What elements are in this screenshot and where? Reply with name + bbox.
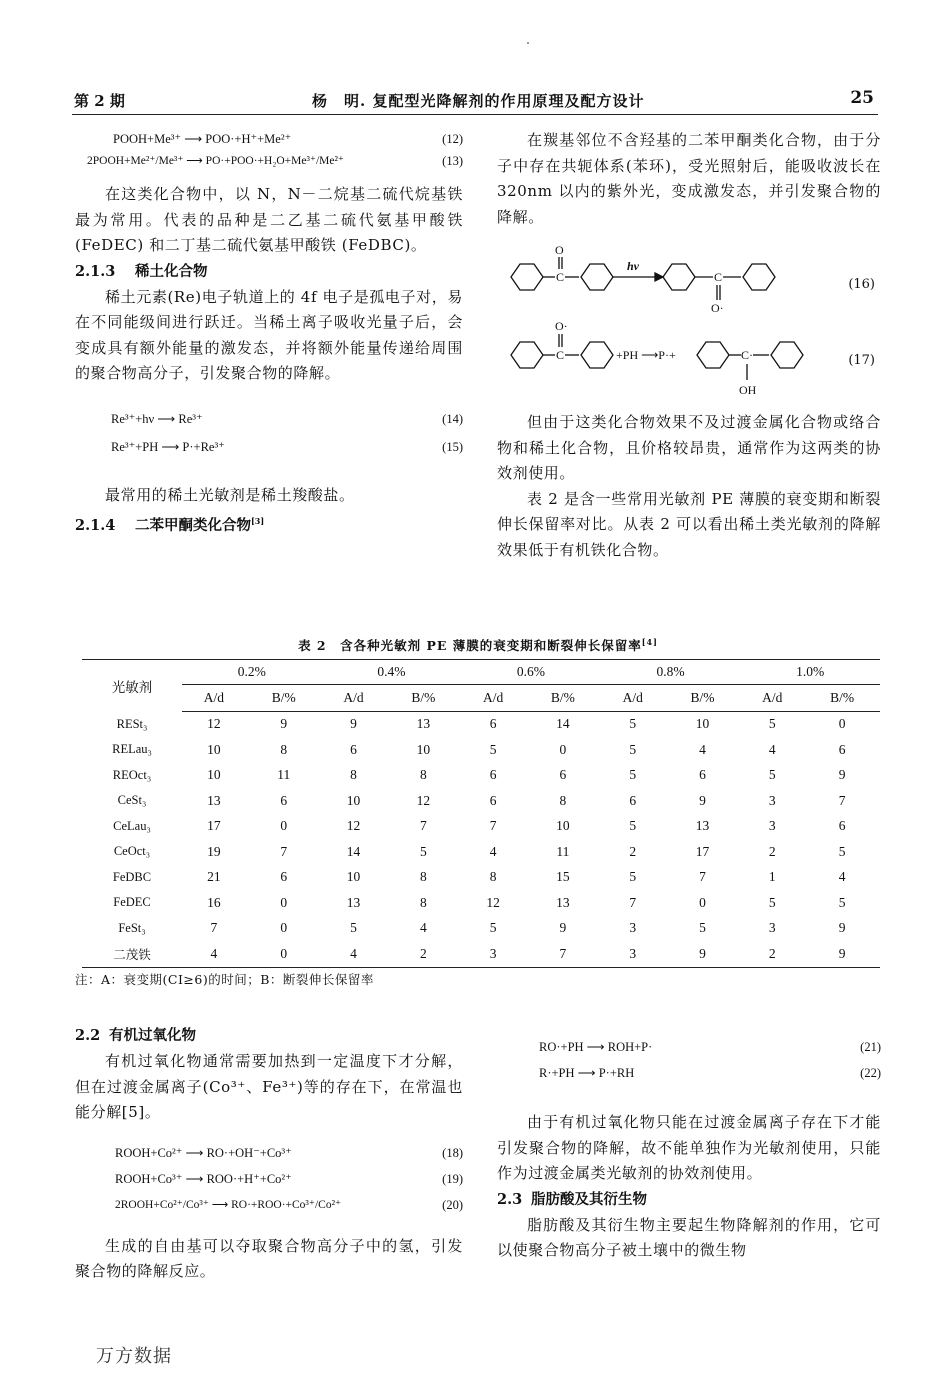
table-cell: 14 xyxy=(346,843,361,859)
reaction-diagram xyxy=(497,242,881,402)
table-cell: 8 xyxy=(489,869,497,885)
column-subheader: A/d xyxy=(601,685,665,712)
table-cell: 1 xyxy=(768,869,776,885)
table-cell: 2 xyxy=(768,843,776,859)
table-cell: 0 xyxy=(559,741,567,757)
table-cell: 6 xyxy=(489,792,497,808)
table-cell: 7 xyxy=(629,894,637,910)
table-cell: 9 xyxy=(699,792,706,808)
table-cell: 3 xyxy=(461,941,525,967)
table-cell: 14 xyxy=(556,716,570,732)
table-row xyxy=(82,737,880,763)
column-subheader: B/% xyxy=(804,685,880,712)
table-cell: 9 xyxy=(280,716,288,732)
table-cell: 10 xyxy=(556,818,570,834)
benzene-ring-icon xyxy=(511,342,543,368)
column-header-sensitizer: 光敏剂 xyxy=(82,660,182,712)
excited-c-label: C xyxy=(714,270,723,284)
paragraph-benzophenone: 在羰基邻位不含羟基的二苯甲酮类化合物，由于分子中存在共轭体系(苯环)，受光照射后，能吸收波长在 320nm 以内的紫外光，变成激发态，并引发聚合物的降解。 xyxy=(497,131,881,226)
benzene-ring-icon xyxy=(771,342,803,368)
row-label: CeOct₃ xyxy=(113,844,151,859)
table-cell: 7 xyxy=(210,920,218,936)
table-cell: 5 xyxy=(489,741,497,757)
table-cell: 10 xyxy=(207,741,221,757)
data-table xyxy=(82,659,880,968)
table-row xyxy=(82,941,880,967)
table-cell: 10 xyxy=(695,716,710,732)
column-subheader: B/% xyxy=(525,685,601,712)
table-cell: 15 xyxy=(556,869,570,885)
table-row xyxy=(82,916,880,942)
table-row xyxy=(82,839,880,865)
column-header-conc: 0.8% xyxy=(601,660,741,685)
equation-15: Re³⁺+PH ⟶ P·+Re³⁺ (15) xyxy=(111,439,463,454)
table-cell: 5 xyxy=(629,741,637,757)
table-cell: 0 xyxy=(246,941,322,967)
table-cell: 11 xyxy=(277,767,291,783)
row-label: RESt₃ xyxy=(116,716,148,731)
table-cell: 3 xyxy=(629,920,637,936)
equation-13: 2POOH+Me²⁺/Me³⁺ ⟶ PO·+POO·+H₂O+Me³⁺/Me²⁺ (13) xyxy=(87,154,463,168)
table-cell: 13 xyxy=(207,792,221,808)
table-cell: 6 xyxy=(280,869,288,885)
paragraph-peroxide: 有机过氧化物通常需要加热到一定温度下才分解，但在过渡金属离子(Co³⁺、Fe³⁺)等的存在下，在常温也能分解[5]。 xyxy=(75,1052,463,1121)
carbonyl-c-label: C xyxy=(556,348,565,362)
column-subheader: A/d xyxy=(740,685,804,712)
table-caption: 表 2 含各种光敏剂 PE 薄膜的衰变期和断裂伸长保留率[4] xyxy=(298,636,658,653)
table-cell: 4 xyxy=(768,741,776,757)
table-body xyxy=(82,711,880,967)
radical-o-label: O· xyxy=(711,301,724,315)
table-cell: 9 xyxy=(350,716,357,732)
table-cell: 7 xyxy=(489,818,497,834)
column-header-conc: 0.6% xyxy=(461,660,601,685)
equation-20: 2ROOH+Co²⁺/Co³⁺ ⟶ RO·+ROO·+Co³⁺/Co²⁺ (20) xyxy=(115,1197,463,1212)
table-cell: 5 xyxy=(350,920,357,936)
table-cell: 12 xyxy=(346,818,361,834)
paragraph-fatty-acid: 脂肪酸及其衍生物主要起生物降解剂的作用，它可以使聚合物高分子被土壤中的微生物 xyxy=(497,1215,881,1259)
issue-label: 第 2 期 xyxy=(74,92,125,110)
table-cell: 6 xyxy=(838,741,846,757)
radical-o-label: O· xyxy=(555,319,568,333)
benzene-ring-icon xyxy=(581,264,613,290)
table-cell: 2 xyxy=(740,941,804,967)
table-cell: 5 xyxy=(419,843,427,859)
benzene-ring-icon xyxy=(697,342,729,368)
table-row xyxy=(82,814,880,840)
table-cell: 10 xyxy=(346,869,361,885)
benzene-ring-icon xyxy=(581,342,613,368)
page-number: 25 xyxy=(850,88,874,108)
table-cell: 5 xyxy=(629,767,637,783)
table-cell: 9 xyxy=(559,920,567,936)
table-cell: 10 xyxy=(416,741,431,757)
table-cell: 17 xyxy=(207,818,221,834)
table-cell: 5 xyxy=(699,920,706,936)
table-cell: 13 xyxy=(416,716,431,732)
paragraph-synergist: 由于有机过氧化物只能在过渡金属离子存在下才能引发聚合物的降解，故不能单独作为光敏剂使用，只能作为过渡金属类光敏剂的协效剂使用。 xyxy=(497,1113,881,1182)
row-label: FeDEC xyxy=(113,895,151,910)
table-cell: 6 xyxy=(280,792,288,808)
table-cell: 3 xyxy=(601,941,665,967)
table-cell: 0 xyxy=(838,716,846,732)
table-row xyxy=(82,890,880,916)
section-2-2-heading: 2.2 有机过氧化物 xyxy=(75,1027,196,1044)
table-cell: 5 xyxy=(838,843,846,859)
table-cell: 6 xyxy=(489,767,497,783)
table-cell: 5 xyxy=(768,767,776,783)
hydroxyl-label: OH xyxy=(739,383,757,397)
table-cell: 10 xyxy=(346,792,361,808)
benzene-ring-icon xyxy=(511,264,543,290)
table-cell: 7 xyxy=(280,843,288,859)
equation-21: RO·+PH ⟶ ROH+P· (21) xyxy=(539,1040,881,1054)
table-cell: 5 xyxy=(629,869,637,885)
section-2-3-heading: 2.3 脂肪酸及其衍生物 xyxy=(497,1190,647,1208)
table-cell: 13 xyxy=(695,818,710,834)
carbonyl-c-label: C xyxy=(556,270,565,284)
row-label: RELau₃ xyxy=(112,742,152,757)
row-label: 二茂铁 xyxy=(82,941,182,967)
column-subheader: B/% xyxy=(385,685,461,712)
table-row xyxy=(82,711,880,737)
table-cell: 4 xyxy=(699,741,706,757)
right-column xyxy=(497,128,881,563)
table-cell: 6 xyxy=(489,716,497,732)
column-header-conc: 0.2% xyxy=(182,660,322,685)
table-cell: 0 xyxy=(280,818,288,834)
table-cell: 4 xyxy=(322,941,386,967)
left-column xyxy=(75,128,463,534)
table-cell: 4 xyxy=(489,843,497,859)
table-cell: 5 xyxy=(768,894,776,910)
table-cell: 6 xyxy=(699,767,706,783)
table-cell: 6 xyxy=(629,792,637,808)
table-cell: 17 xyxy=(695,843,710,859)
row-label: FeSt₃ xyxy=(118,920,146,935)
running-title: 杨 明. 复配型光降解剂的作用原理及配方设计 xyxy=(312,92,645,110)
running-header xyxy=(72,88,878,115)
table-cell: 7 xyxy=(419,818,427,834)
table-cell: 0 xyxy=(280,920,288,936)
table-cell: 8 xyxy=(419,869,427,885)
equation-16-number: (16) xyxy=(848,277,875,292)
column-subheader: B/% xyxy=(665,685,741,712)
table-cell: 5 xyxy=(489,920,497,936)
row-label: FeDBC xyxy=(112,869,152,884)
row-label: REOct₃ xyxy=(112,767,152,782)
column-header-conc: 0.4% xyxy=(322,660,462,685)
table-cell: 5 xyxy=(768,716,776,732)
table-cell: 13 xyxy=(556,894,570,910)
row-label: CeSt₃ xyxy=(117,793,147,808)
hv-label: hν xyxy=(627,259,639,273)
table-cell: 8 xyxy=(350,767,357,783)
table-cell: 7 xyxy=(525,941,601,967)
radical-c-label: C· xyxy=(741,348,753,362)
equation-14: Re³⁺+hν ⟶ Re³⁺ (14) xyxy=(111,411,463,426)
row-label: CeLau₃ xyxy=(113,818,151,833)
lower-left-column xyxy=(75,1023,463,1285)
table-cell: 2 xyxy=(629,843,637,859)
table-cell: 4 xyxy=(838,869,846,885)
table-cell: 5 xyxy=(629,716,637,732)
table-cell: 10 xyxy=(207,767,221,783)
reaction-mid-label: +PH ⟶P·+ xyxy=(616,348,676,362)
column-subheader: B/% xyxy=(246,685,322,712)
table-cell: 6 xyxy=(838,818,846,834)
equation-22: R·+PH ⟶ P·+RH (22) xyxy=(539,1066,881,1080)
paragraph-ferric: 在这类化合物中，以 N，N－二烷基二硫代烷基铁最为常用。代表的品种是二乙基二硫代氨基甲酸铁 (FeDEC) 和二丁基二硫代氨基甲酸铁 (FeDBC)。 xyxy=(75,185,463,254)
table-cell: 7 xyxy=(699,869,706,885)
lower-right-column xyxy=(497,1034,881,1264)
table-cell: 16 xyxy=(207,894,221,910)
carbonyl-o-label: O xyxy=(555,243,564,257)
section-2-1-3-heading: 2.1.3 稀土化合物 xyxy=(75,262,208,280)
table-cell: 3 xyxy=(768,818,776,834)
table-cell: 9 xyxy=(838,767,846,783)
table-row xyxy=(82,788,880,814)
table-cell: 2 xyxy=(385,941,461,967)
watermark-text: 万方数据 xyxy=(96,1346,172,1367)
scan-dot xyxy=(527,42,529,44)
table-cell: 7 xyxy=(838,792,846,808)
column-header-conc: 1.0% xyxy=(740,660,880,685)
table-cell: 3 xyxy=(768,792,776,808)
table-cell: 0 xyxy=(699,894,706,910)
paragraph-table-intro: 表 2 是含一些常用光敏剂 PE 薄膜的衰变期和断裂伸长保留率对比。从表 2 可以看出稀土类光敏剂的降解效果低于有机铁化合物。 xyxy=(497,489,881,559)
benzene-ring-icon xyxy=(743,264,775,290)
benzene-ring-icon xyxy=(663,264,695,290)
table-cell: 8 xyxy=(419,767,427,783)
table-cell: 21 xyxy=(207,869,221,885)
table-cell: 11 xyxy=(556,843,570,859)
table-row xyxy=(82,763,880,789)
table-cell: 12 xyxy=(207,716,221,732)
table-cell: 9 xyxy=(665,941,741,967)
table-cell: 13 xyxy=(346,894,361,910)
table-cell: 3 xyxy=(768,920,776,936)
equation-18: ROOH+Co²⁺ ⟶ RO·+OH⁻+Co³⁺ (18) xyxy=(115,1145,463,1160)
table-cell: 12 xyxy=(416,792,431,808)
table-cell: 12 xyxy=(486,894,500,910)
table-cell: 6 xyxy=(350,741,357,757)
table-cell: 0 xyxy=(280,894,288,910)
table-note: 注：A：衰变期(CI≥6)的时间；B：断裂伸长保留率 xyxy=(75,972,374,987)
table-cell: 6 xyxy=(559,767,567,783)
column-subheader: A/d xyxy=(322,685,386,712)
paragraph-rare-earth: 稀土元素(Re)电子轨道上的 4f 电子是孤电子对，易在不同能级间进行跃迁。当稀土离子吸收光量子后，会变成具有额外能量的激发态，并将额外能量传递给周围的聚合物高分子，引发聚合物的降解。 xyxy=(75,287,463,382)
column-subheader: A/d xyxy=(461,685,525,712)
equation-17-number: (17) xyxy=(848,353,875,368)
paragraph-rare-earth-common: 最常用的稀土光敏剂是稀土羧酸盐。 xyxy=(105,485,355,504)
table-cell: 5 xyxy=(838,894,846,910)
table-row xyxy=(82,865,880,891)
paragraph-effect: 但由于这类化合物效果不及过渡金属化合物或络合物和稀土化合物，且价格较昂贵，通常作为这两类的协效剂使用。 xyxy=(497,413,881,482)
section-2-1-4-heading: 2.1.4 二苯甲酮类化合物[3] xyxy=(75,516,265,534)
equation-12: POOH+Me³⁺ ⟶ POO·+H⁺+Me²⁺ (12) xyxy=(113,132,463,146)
table-cell: 5 xyxy=(629,818,637,834)
benzophenone-reactions xyxy=(497,242,881,402)
table-cell: 8 xyxy=(419,894,427,910)
paragraph-radical: 生成的自由基可以夺取聚合物高分子中的氢，引发聚合物的降解反应。 xyxy=(75,1236,463,1280)
table-cell: 8 xyxy=(559,792,567,808)
table-cell: 19 xyxy=(207,843,221,859)
table-cell: 9 xyxy=(804,941,880,967)
equation-19: ROOH+Co³⁺ ⟶ ROO·+H⁺+Co²⁺ (19) xyxy=(115,1171,463,1186)
table-cell: 8 xyxy=(280,741,288,757)
table-cell: 4 xyxy=(182,941,246,967)
table-cell: 9 xyxy=(838,920,846,936)
table-cell: 4 xyxy=(419,920,427,936)
column-subheader: A/d xyxy=(182,685,246,712)
